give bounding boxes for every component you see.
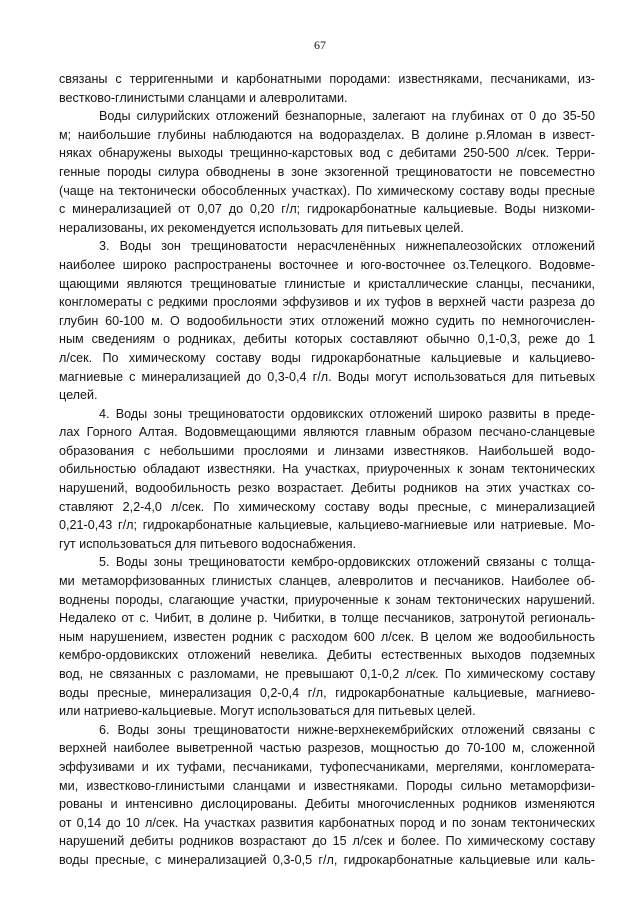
- text-line: ми метаморфизованных глинистых сланцев, алевролитов и песчаников. Наиболее об-: [59, 574, 595, 589]
- text-line: воды пресные, с минерализацией 0,3-0,5 г/л, гидрокарбонатные кальциевые или каль-: [59, 852, 595, 867]
- text-line: Воды силурийских отложений безнапорные, залегают на глубинах от 0 до 35-50: [99, 109, 595, 124]
- text-line: лах Горного Алтая. Водовмещающими являются главным образом песчано-сланцевые: [59, 425, 595, 440]
- paragraph: [59, 70, 595, 107]
- text-line: нарушений, водообильность резко возрастает. Дебиты родников на этих участках со-: [59, 481, 595, 496]
- paragraph: [59, 553, 595, 720]
- text-line: наиболее широко распространены восточнее и юго-восточнее оз.Телецкого. Водовме-: [59, 257, 595, 272]
- text-line: ным сведениям о родниках, дебиты которых составляют обычно 0,1-0,3, реже до 1: [59, 332, 595, 347]
- text-line: кембро-ордовикских отложений невелика. Дебиты естественных выходов подземных: [59, 648, 595, 663]
- paragraph: [59, 405, 595, 554]
- text-line: нарушений дебиты родников возрастают до 15 л/сек и более. По химическому составу: [59, 834, 595, 849]
- text-line: м; наибольшие глубины наблюдаются на водоразделах. В долине р.Яломан в извест-: [59, 127, 595, 142]
- paragraph: [59, 107, 595, 237]
- text-line: вестково-глинистыми сланцами и алевролитами.: [59, 90, 348, 105]
- text-line: (чаще на тектонически обособленных участках). По химическому составу воды пресные: [59, 183, 595, 198]
- text-line: нерализованы, их рекомендуется использовать для питьевых целей.: [59, 220, 464, 235]
- text-line: целей.: [59, 388, 98, 403]
- text-line: генные породы силура обводнены в зоне экзогенной трещиноватости не повсеместно: [59, 164, 595, 179]
- text-line: образования с небольшими прослоями и линзами известняков. Наибольшей водо-: [59, 443, 595, 458]
- text-line: л/сек. По химическому составу воды гидрокарбонатные кальциевые и кальциево-: [59, 350, 595, 365]
- paragraph: [59, 237, 595, 404]
- text-line: рованы и интенсивно дислоцированы. Дебиты многочисленных родников изменяются: [59, 797, 595, 812]
- text-line: воды пресные, минерализация 0,2-0,4 г/л, гидрокарбонатные кальциевые, магниево-: [59, 685, 595, 700]
- text-line: вод, не связанных с разломами, не превышают 0,1-0,2 л/сек. По химическому составу: [59, 667, 595, 681]
- text-line: 5. Воды зоны трещиноватости кембро-ордовикских отложений связаны с толща-: [99, 555, 595, 570]
- text-line: воднены породы, слагающие участки, приуроченные к зонам тектонических нарушений.: [59, 592, 595, 607]
- text-line: конгломераты с редкими прослоями эффузивов и их туфов в верхней части разреза до: [59, 295, 595, 310]
- text-line: обильностью обладают известняки. На участках, приуроченных к зонам тектонических: [59, 462, 595, 477]
- text-line: ставляют 2,2-4,0 л/сек. По химическому составу воды пресные, с минерализацией: [59, 499, 595, 514]
- text-line: с минерализацией от 0,07 до 0,20 г/л; гидрокарбонатные кальциевые. Воды низкоми-: [59, 202, 595, 217]
- text-line: или натриево-кальциевые. Могут использоваться для питьевых целей.: [59, 704, 476, 719]
- text-line: связаны с терригенными и карбонатными породами: известняками, песчаниками, из-: [59, 72, 595, 86]
- text-line: от 0,14 до 10 л/сек. На участках развития карбонатных пород и по зонам тектонических: [59, 815, 595, 830]
- text-line: 4. Воды зоны трещиноватости ордовикских отложений широко развиты в преде-: [99, 406, 595, 421]
- text-line: 0,21-0,43 г/л; гидрокарбонатные кальциевые, кальциево-магниевые или натриевые. Мо-: [59, 518, 595, 533]
- text-line: магниевые с минерализацией до 0,3-0,4 г/л. Воды могут использоваться для питьевых: [59, 369, 595, 384]
- text-line: няках обнаружены выходы трещинно-карстовых вод с дебитами 250-500 л/сек. Терри-: [59, 146, 595, 161]
- text-line: глубин 60-100 м. О водообильности этих отложений можно судить по немногочислен-: [59, 313, 595, 328]
- text-line: щающими являются трещиноватые глинистые и кристаллические сланцы, песчаники,: [59, 276, 595, 291]
- text-line: эффузивами и их туфами, песчаниками, туфопесчаниками, мергелями, конгломерата-: [59, 759, 595, 774]
- text-line: ным нарушением, известен родник с расходом 600 л/сек. В целом же водообильность: [59, 629, 595, 644]
- text-line: верхней наиболее выветренной частью разрезов, мощностью до 70-100 м, сложенной: [59, 741, 595, 756]
- text-line: 6. Воды зоны трещиноватости нижне-верхнекембрийских отложений связаны с: [99, 722, 595, 737]
- page-number: 67: [314, 38, 326, 52]
- text-line: ми, известково-глинистыми сланцами и известняками. Породы сильно метаморфизи-: [59, 778, 595, 793]
- text-line: Недалеко от с. Чибит, в долине р. Чибитки, в толще песчаников, затронутой региональ-: [59, 611, 595, 626]
- text-line: гут использоваться для питьевого водоснабжения.: [59, 536, 357, 551]
- text-line: 3. Воды зон трещиноватости нерасчленённых нижнепалеозойских отложений: [99, 239, 595, 254]
- paragraph: [59, 721, 595, 870]
- document-body: [59, 70, 595, 870]
